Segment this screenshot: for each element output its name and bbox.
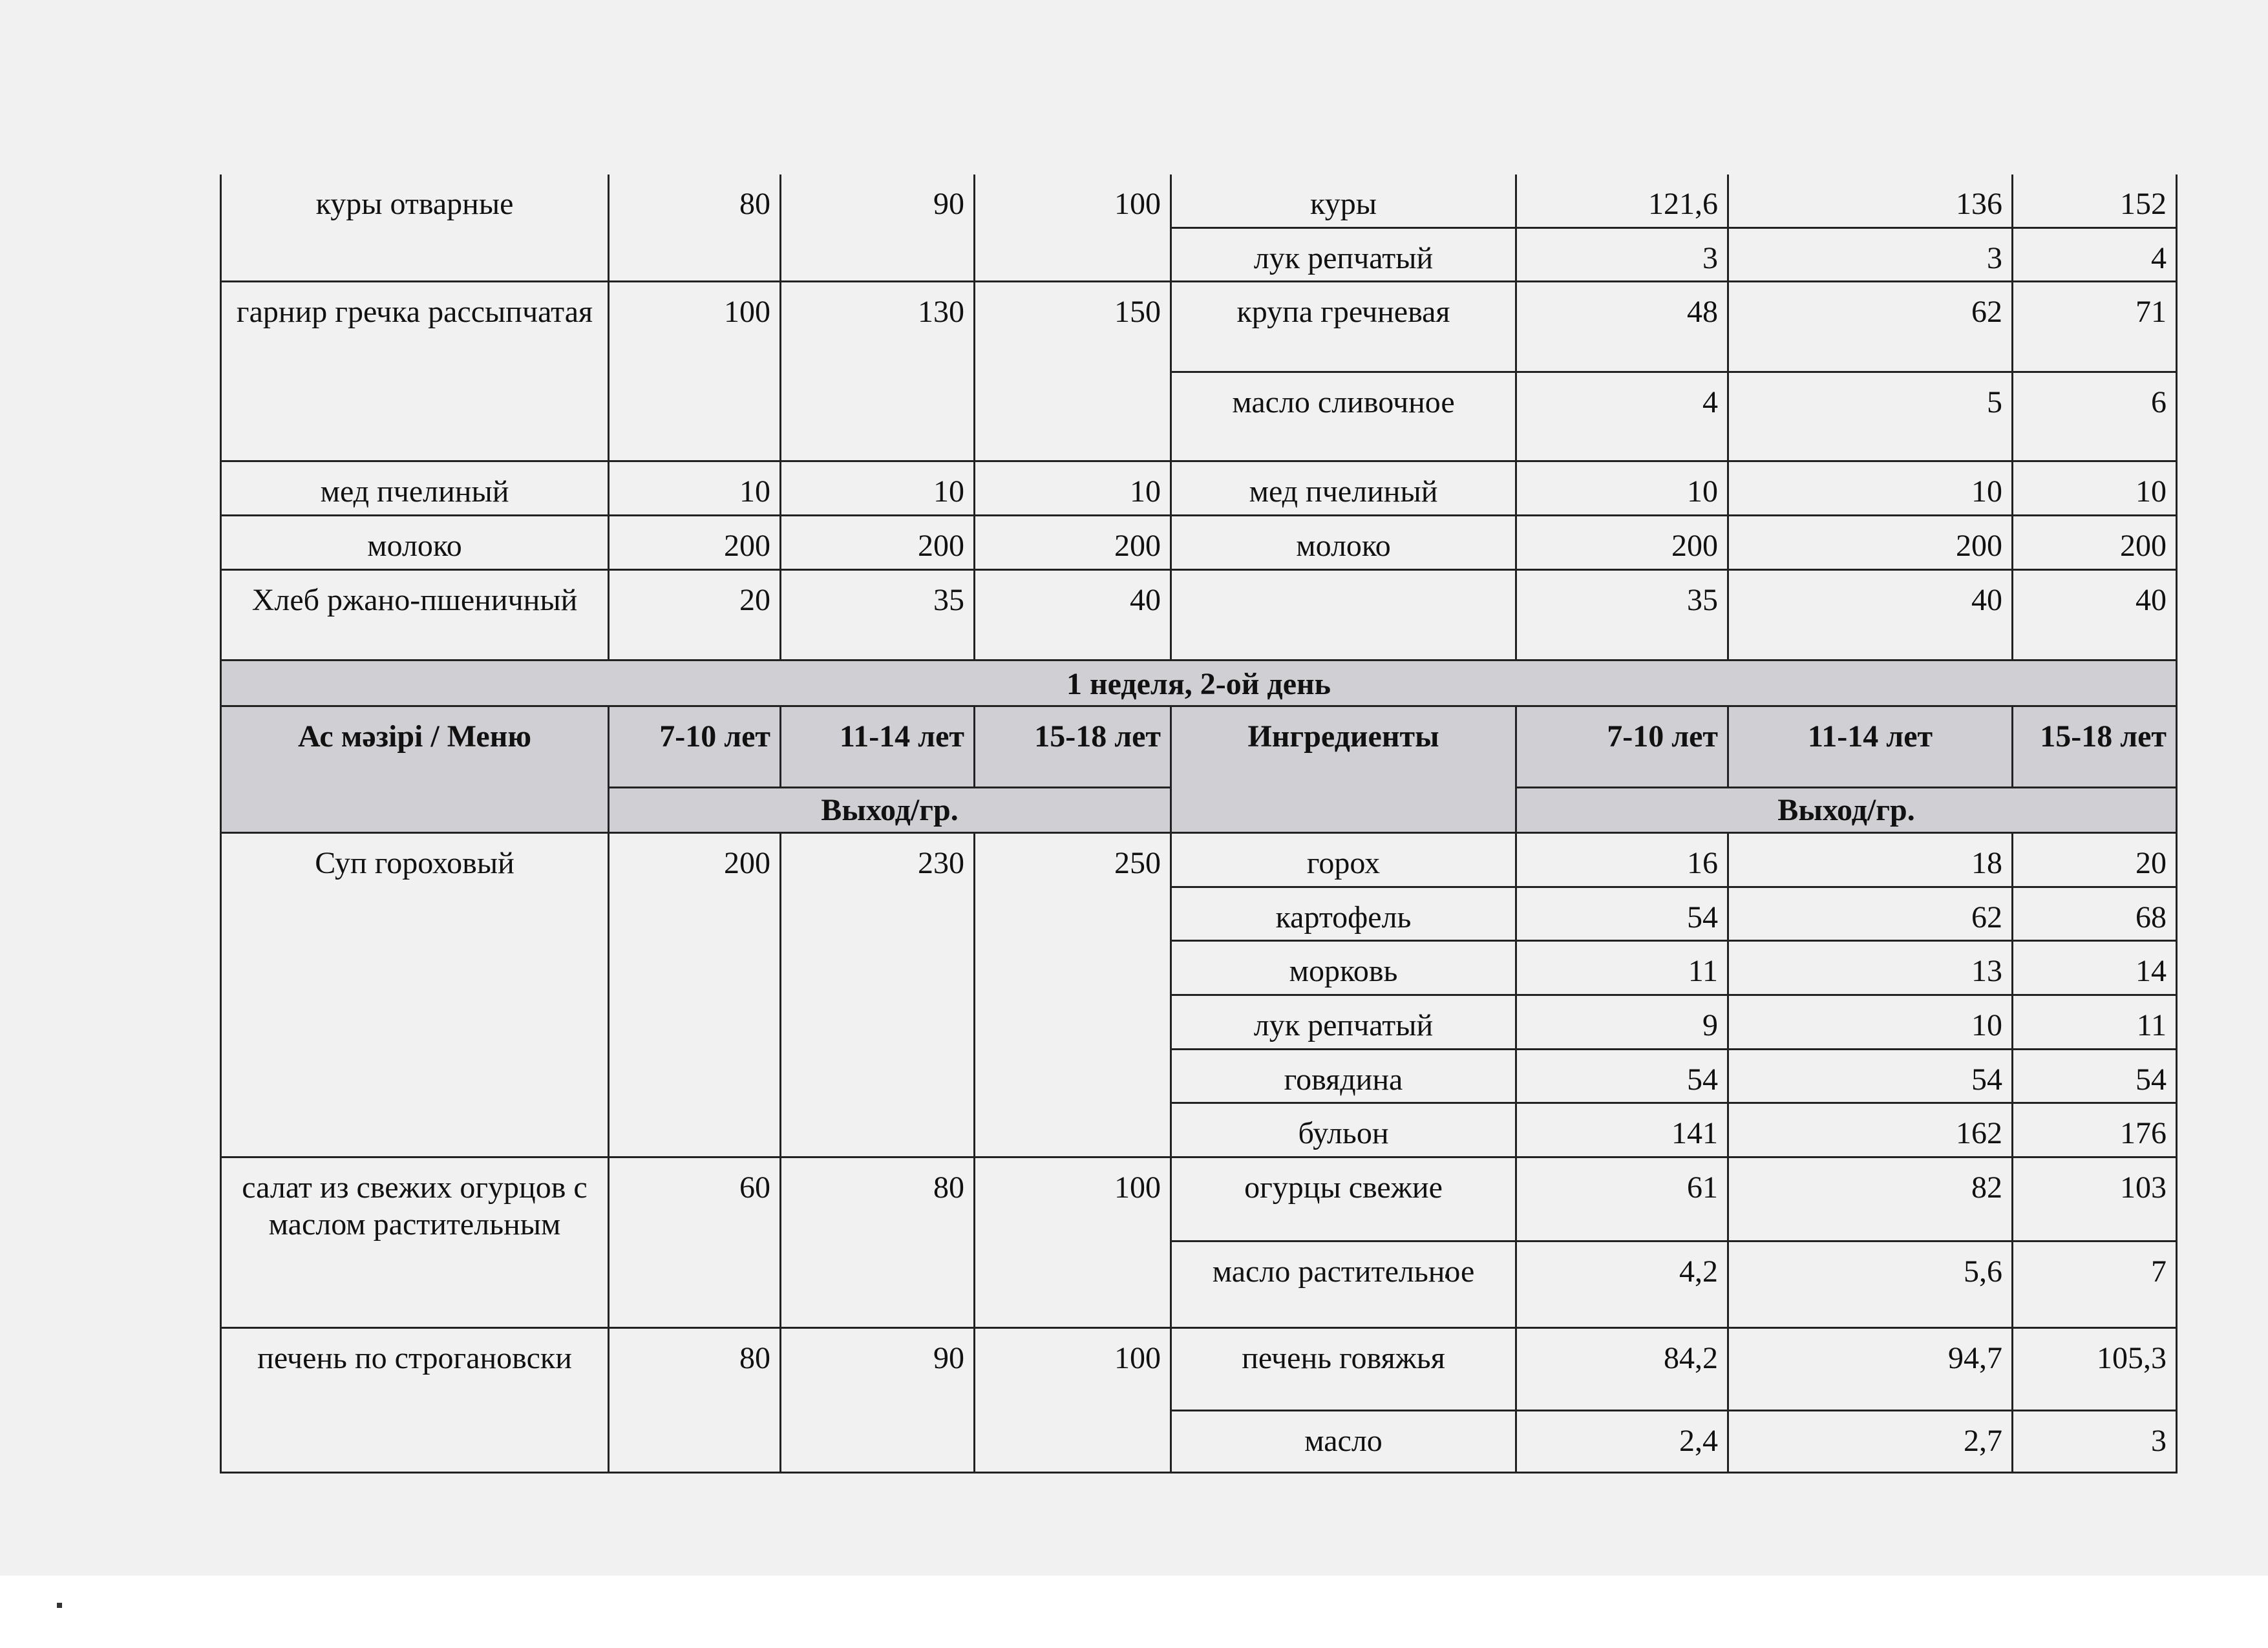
dish-cell: гарнир гречка рассыпчатая (221, 282, 609, 461)
amount-cell: 14 (2013, 941, 2177, 995)
amount-cell: 3 (1516, 227, 1728, 282)
yield-cell: 90 (781, 1327, 975, 1472)
amount-cell: 40 (2013, 569, 2177, 660)
amount-cell: 10 (1728, 461, 2013, 516)
amount-cell: 176 (2013, 1103, 2177, 1157)
yield-cell: 230 (781, 833, 975, 1157)
header-menu: Ас мәзірі / Меню (221, 706, 609, 833)
amount-cell: 2,7 (1728, 1410, 2013, 1472)
table-row (221, 461, 2177, 516)
yield-cell: 100 (975, 1327, 1171, 1472)
yield-cell: 35 (781, 569, 975, 660)
ingredient-cell: картофель (1171, 887, 1516, 941)
amount-cell: 71 (2013, 282, 2177, 372)
yield-cell: 10 (609, 461, 781, 516)
ingredient-cell: морковь (1171, 941, 1516, 995)
amount-cell: 10 (2013, 461, 2177, 516)
ingredient-cell: масло растительное (1171, 1241, 1516, 1327)
ingredient-cell: куры (1171, 174, 1516, 227)
ingredient-cell: говядина (1171, 1049, 1516, 1103)
amount-cell: 13 (1728, 941, 2013, 995)
table-row (221, 282, 2177, 372)
amount-cell: 11 (2013, 995, 2177, 1050)
header-ingredients: Ингредиенты (1171, 706, 1516, 833)
amount-cell: 54 (1516, 887, 1728, 941)
yield-cell: 250 (975, 833, 1171, 1157)
yield-cell: 130 (781, 282, 975, 461)
amount-cell: 11 (1516, 941, 1728, 995)
amount-cell: 10 (1516, 461, 1728, 516)
yield-cell: 20 (609, 569, 781, 660)
amount-cell: 152 (2013, 174, 2177, 227)
table-row (221, 1327, 2177, 1410)
yield-cell: 100 (609, 282, 781, 461)
amount-cell: 5,6 (1728, 1241, 2013, 1327)
amount-cell: 200 (1728, 515, 2013, 569)
ingredient-cell: масло сливочное (1171, 372, 1516, 461)
ingredient-cell: лук репчатый (1171, 227, 1516, 282)
amount-cell: 136 (1728, 174, 2013, 227)
dish-cell: салат из свежих огурцов с маслом растительным (221, 1157, 609, 1327)
amount-cell: 3 (1728, 227, 2013, 282)
amount-cell: 16 (1516, 833, 1728, 887)
amount-cell: 54 (2013, 1049, 2177, 1103)
amount-cell: 10 (1728, 995, 2013, 1050)
dish-cell: молоко (221, 515, 609, 569)
amount-cell: 4 (2013, 227, 2177, 282)
day-title-row (221, 660, 2177, 706)
amount-cell: 103 (2013, 1157, 2177, 1241)
ingredient-cell: огурцы свежие (1171, 1157, 1516, 1241)
amount-cell: 162 (1728, 1103, 2013, 1157)
yield-cell: 10 (975, 461, 1171, 516)
amount-cell: 20 (2013, 833, 2177, 887)
amount-cell: 54 (1728, 1049, 2013, 1103)
dish-cell: печень по строгановски (221, 1327, 609, 1472)
dish-cell: Суп гороховый (221, 833, 609, 1157)
amount-cell: 40 (1728, 569, 2013, 660)
header-output: Выход/гр. (609, 788, 1171, 833)
amount-cell: 5 (1728, 372, 2013, 461)
scan-page-edge (0, 1576, 2268, 1648)
ingredient-cell (1171, 569, 1516, 660)
table-row (221, 569, 2177, 660)
yield-cell: 150 (975, 282, 1171, 461)
amount-cell: 105,3 (2013, 1327, 2177, 1410)
yield-cell: 200 (781, 515, 975, 569)
amount-cell: 6 (2013, 372, 2177, 461)
amount-cell: 2,4 (1516, 1410, 1728, 1472)
amount-cell: 200 (2013, 515, 2177, 569)
amount-cell: 62 (1728, 282, 2013, 372)
menu-table (220, 174, 2178, 1474)
yield-cell: 40 (975, 569, 1171, 660)
yield-cell: 80 (781, 1157, 975, 1327)
amount-cell: 3 (2013, 1410, 2177, 1472)
ingredient-cell: молоко (1171, 515, 1516, 569)
amount-cell: 4 (1516, 372, 1728, 461)
scan-dot (57, 1603, 62, 1608)
amount-cell: 200 (1516, 515, 1728, 569)
header-age-15-18: 15-18 лет (975, 706, 1171, 788)
amount-cell: 82 (1728, 1157, 2013, 1241)
amount-cell: 141 (1516, 1103, 1728, 1157)
ingredient-cell: лук репчатый (1171, 995, 1516, 1050)
amount-cell: 84,2 (1516, 1327, 1728, 1410)
dish-cell: мед пчелиный (221, 461, 609, 516)
yield-cell: 100 (975, 174, 1171, 282)
yield-cell: 80 (609, 174, 781, 282)
day-title: 1 неделя, 2-ой день (221, 660, 2177, 706)
amount-cell: 35 (1516, 569, 1728, 660)
yield-cell: 200 (975, 515, 1171, 569)
amount-cell: 48 (1516, 282, 1728, 372)
yield-cell: 60 (609, 1157, 781, 1327)
amount-cell: 62 (1728, 887, 2013, 941)
yield-cell: 200 (609, 515, 781, 569)
yield-cell: 10 (781, 461, 975, 516)
yield-cell: 80 (609, 1327, 781, 1472)
yield-cell: 90 (781, 174, 975, 282)
ingredient-cell: мед пчелиный (1171, 461, 1516, 516)
header-output: Выход/гр. (1516, 788, 2177, 833)
table-row (221, 1157, 2177, 1241)
header-age-11-14: 11-14 лет (1728, 706, 2013, 788)
amount-cell: 68 (2013, 887, 2177, 941)
header-age-15-18: 15-18 лет (2013, 706, 2177, 788)
amount-cell: 121,6 (1516, 174, 1728, 227)
ingredient-cell: крупа гречневая (1171, 282, 1516, 372)
table-row (221, 174, 2177, 227)
ingredient-cell: масло (1171, 1410, 1516, 1472)
ingredient-cell: печень говяжья (1171, 1327, 1516, 1410)
amount-cell: 9 (1516, 995, 1728, 1050)
ingredient-cell: бульон (1171, 1103, 1516, 1157)
amount-cell: 61 (1516, 1157, 1728, 1241)
yield-cell: 100 (975, 1157, 1171, 1327)
header-row (221, 706, 2177, 788)
header-age-11-14: 11-14 лет (781, 706, 975, 788)
dish-cell: Хлеб ржано-пшеничный (221, 569, 609, 660)
amount-cell: 4,2 (1516, 1241, 1728, 1327)
header-age-7-10: 7-10 лет (1516, 706, 1728, 788)
table-row (221, 833, 2177, 887)
amount-cell: 94,7 (1728, 1327, 2013, 1410)
amount-cell: 18 (1728, 833, 2013, 887)
table-row (221, 515, 2177, 569)
header-age-7-10: 7-10 лет (609, 706, 781, 788)
amount-cell: 54 (1516, 1049, 1728, 1103)
ingredient-cell: горох (1171, 833, 1516, 887)
dish-cell: куры отварные (221, 174, 609, 282)
amount-cell: 7 (2013, 1241, 2177, 1327)
yield-cell: 200 (609, 833, 781, 1157)
